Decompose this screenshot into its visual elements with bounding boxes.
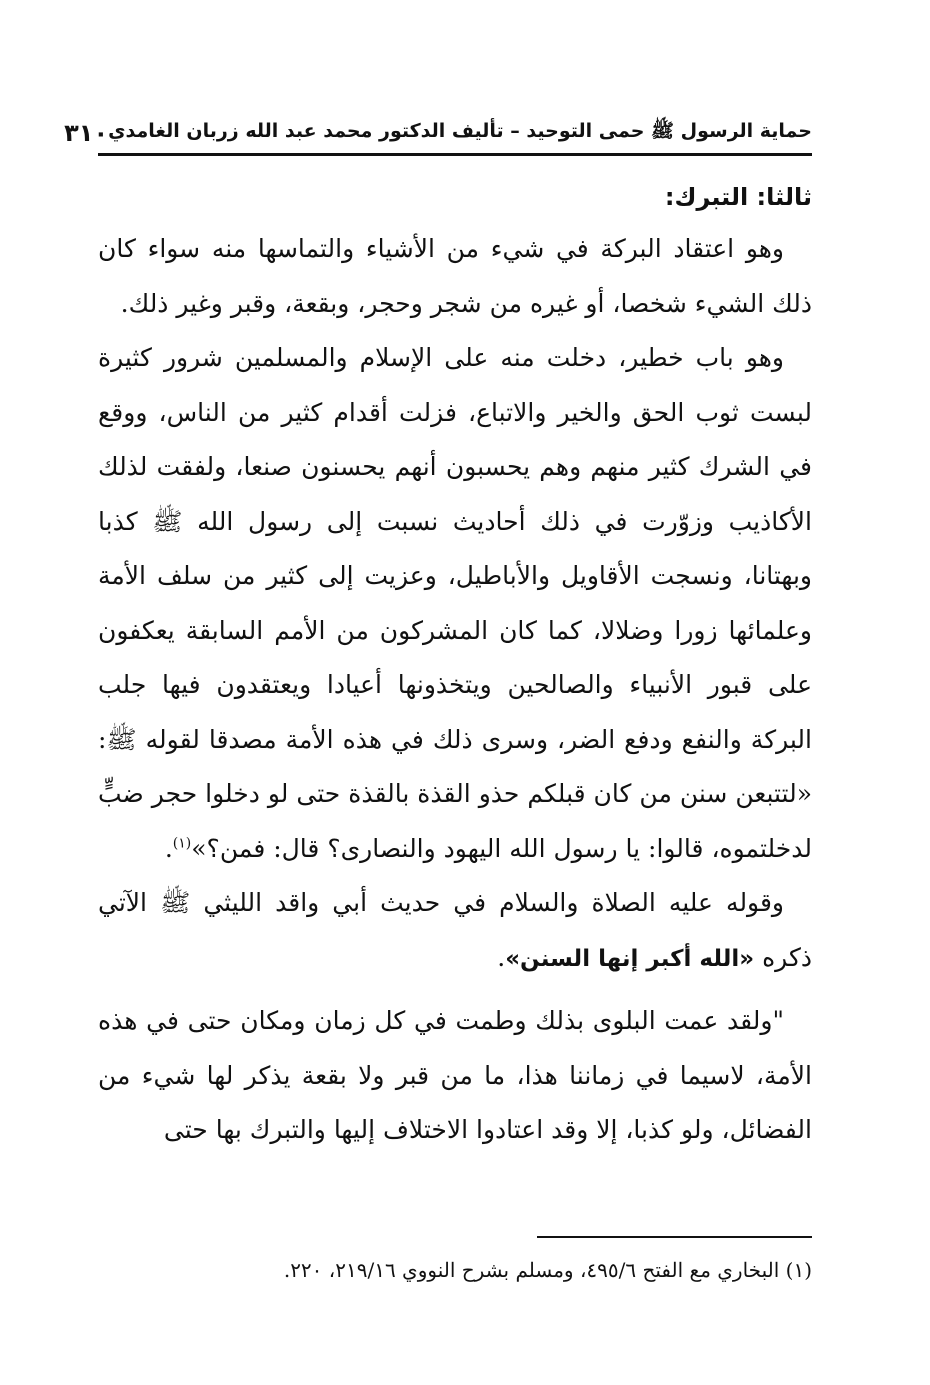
page-number: ٣١٠: [64, 119, 109, 147]
paragraph-definition-text: وهو اعتقاد البركة في شيء من الأشياء والتماسها منه سواء كان ذلك الشيء شخصا، أو غيره من شجر وحجر، وبقعة، وقبر وغير ذلك.: [98, 234, 812, 318]
footnote: (١) البخاري مع الفتح ٤٩٥/٦، ومسلم بشرح النووي ٢١٩/١٦، ٢٢٠.: [283, 1258, 812, 1282]
running-header-title: حماية الرسول ﷺ حمى التوحيد – تأليف الدكتور محمد عبد الله زربان الغامدي: [108, 120, 812, 142]
paragraph-hadith-text: وقوله عليه الصلاة والسلام في حديث أبي واقد الليثي ﷺ الآتي ذكره: [98, 888, 812, 972]
main-text: [98, 172, 812, 1158]
paragraph-definition: [98, 222, 812, 331]
book-page: [64, 0, 812, 1385]
header-rule: [98, 153, 812, 156]
paragraph-danger-end: .: [164, 833, 173, 863]
footnote-reference: (١): [172, 835, 192, 852]
paragraph-hadith-end: .: [497, 942, 506, 972]
section-heading: ثالثا: التبرك:: [664, 183, 812, 211]
paragraph-danger-text: وهو باب خطير، دخلت منه على الإسلام والمسلمين شرور كثيرة لبست ثوب الحق والخير والاتباع، فزلت أقدام كثير من الناس، ووقع في الشرك كثير منهم وهم يحسبون أنهم يحسنون صنعا، ولفقت لذلك الأكاذيب وزوّرت في ذلك أحاديث نسبت إلى رسول الله ﷺ كذبا وبهتانا، ونسجت الأقاويل والأباطيل، وعزيت إلى كثير من سلف الأمة وعلمائها زورا وضلالا، كما كان المشركون من الأمم السابقة يعكفون على قبور الأنبياء والصالحين ويتخذونها أعيادا ويعتقدون فيها جلب البركة والنفع ودفع الضر، وسرى ذلك في هذه الأمة مصدقا لقوله ﷺ: «لتتبعن سنن من كان قبلكم حذو القذة بالقذة حتى لو دخلوا حجر ضبٍّ لدخلتموه، قالوا: يا رسول الله اليهود والنصارى؟ قال: فمن؟»: [98, 343, 812, 863]
footnote-rule: [537, 1236, 812, 1238]
paragraph-quotation: [98, 994, 812, 1158]
paragraph-hadith: [98, 876, 812, 986]
paragraph-danger: [98, 331, 812, 876]
paragraph-quotation-text: "ولقد عمت البلوى بذلك وطمت في كل زمان ومكان حتى في هذه الأمة، لاسيما في زماننا هذا، ما من قبر ولا بقعة يذكر لها شيء من الفضائل، ولو كذبا، إلا وقد اعتادوا الاختلاف إليها والتبرك بها حتى: [98, 1006, 812, 1144]
hadith-quote: «الله أكبر إنها السنن»: [505, 945, 755, 972]
running-header: [64, 116, 812, 150]
